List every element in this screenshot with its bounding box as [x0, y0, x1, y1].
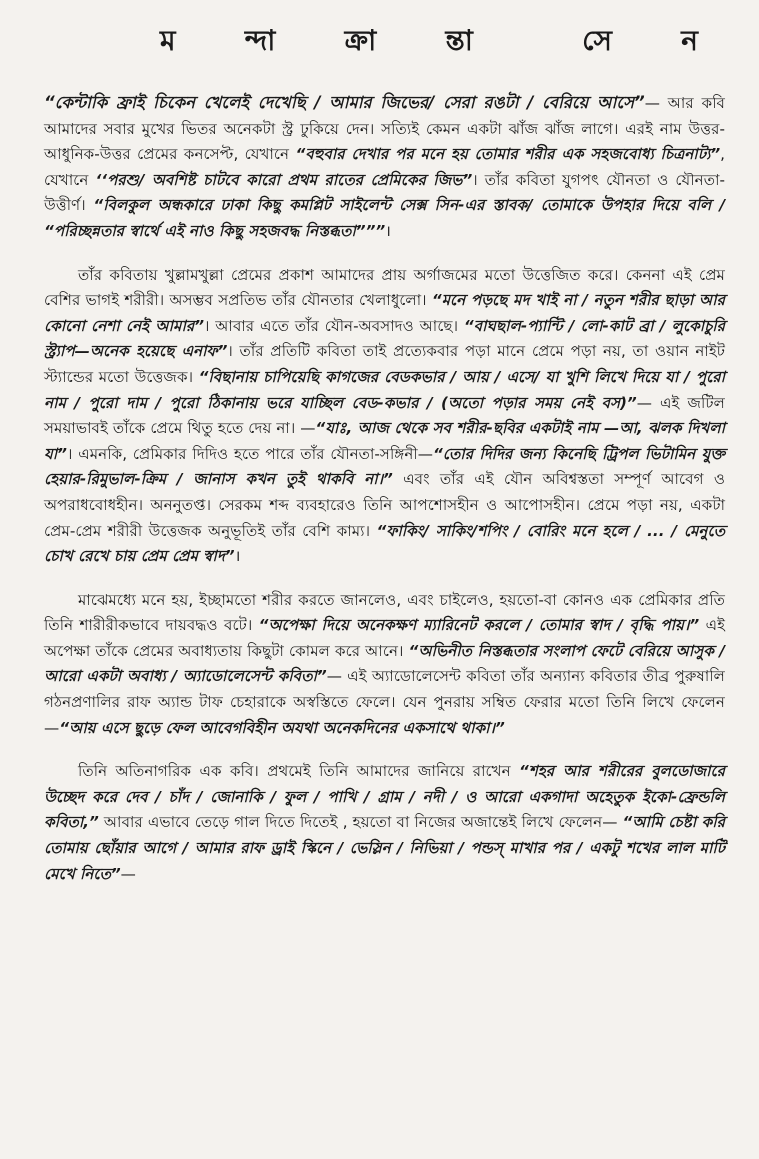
body-text: তাঁর কবিতায় খুল্লামখুল্লা প্রেমের প্রকাশ আমাদের প্রায় অর্গাজমের মতো উত্তেজিত করে। কেননা এই প্রেম বেশির ভাগই শরীরী। অসম্ভব সপ্রতিভ তাঁর যৌনতার খেলাধুলো। — [44, 265, 725, 310]
quote-text: “বাঘছাল-প্যান্টি / লো-কাট ব্রা / লুকোচুরি স্ট্র্যাপ—অনেক হয়েছে এনাফ” — [44, 316, 726, 361]
page-title — [160, 20, 699, 64]
body-text: তিনি অতিনাগরিক এক কবি। প্রথমেই তিনি আমাদের জানিয়ে রাখেন — [78, 762, 520, 781]
quote-text: “অপেক্ষা দিয়ে অনেকক্ষণ ম্যারিনেট করলে / তোমার স্বাদ / বৃদ্ধি পায়।” — [258, 616, 700, 635]
body-text: — এই জটিল সময়াভাবই তাঁকে প্রেমে থিতু হতে দেয় না। — — [44, 393, 725, 438]
body-text: , যেখানে — [44, 145, 725, 189]
body-text: । আবার এতে তাঁর যৌন-অবসাদও আছে। — [204, 316, 464, 335]
title-letter: ক্রা — [344, 23, 378, 57]
quote-text: “শহর আর শরীরের বুলডোজারে উচ্ছেদ করে দেব / চাঁদ / জোনাকি / ফুল / পাখি / গ্রাম / নদী / ও আরো একগাদা অহেতুক ইকো-ফ্রেন্ডলি কবিতা,” — [44, 762, 725, 832]
quote-text: ‘‘পরশু/ অবশিষ্ট চাটবে কারো প্রথম রাতের প্রেমিকের জিভ” — [95, 170, 473, 189]
title-letter: ন্দা — [244, 23, 277, 57]
paragraph — [44, 588, 725, 742]
body-text: । — [385, 221, 391, 240]
body-text: — আর কবি আমাদের সবার মুখের ভিতর অনেকটা স্ট্র ঢুকিয়ে দেন। সত্যিই কেমন একটা ঝাঁজ ঝাঁজ লাগে। এরই নাম উত্তর-আধুনিক-উত্তর প্রেমের কনসেপ্ট, যেখানে — [44, 94, 725, 164]
quote-text: “অভিনীত নিস্তব্ধতার সংলাপ ফেটে বেরিয়ে আসুক / আরো একটা অবাধ্য / অ্যাডোলেসেন্ট কবিতা” — [44, 641, 725, 686]
paragraph — [44, 263, 725, 570]
quote-text: “বিলকুল অন্ধকারে ঢাকা কিছু কমপ্লিট সাইলেন্ট সেক্স সিন-এর স্তাবক/ তোমাকে উপহার দিয়ে বলি / “পরিচ্ছন্নতার স্বার্থে এই নাও কিছু সহজবদ্ধ নিস্তব্ধতা””” — [44, 196, 725, 240]
body-text: । তাঁর কবিতা যুগপৎ যৌনতা ও যৌনতা-উত্তীর্ণ। — [44, 170, 725, 215]
title-letter: ম — [160, 23, 177, 57]
quote-text: “বিছানায় চাপিয়েছি কাগজের বেডকভার / আয় / এসে/ যা খুশি লিখে দিয়ে যা / পুরো নাম / পুরো দাম / পুরো ঠিকানায় ভরে যাচ্ছিল বেড-কভার / (অতো পড়ার সময় নেই বস)” — [44, 367, 725, 412]
title-letter: ন্তা — [445, 23, 474, 57]
paragraph — [44, 759, 725, 887]
quote-text: “আমি চেষ্টা করি তোমায় ছোঁয়ার আগে / আমার রাফ ড্রাই স্কিনে / ভেস্লিন / নিভিয়া / পন্ডস্ মাখার পর / একটু শখের লাল মাটি মেখে নিতে” — [44, 813, 725, 883]
quote-text: “কেন্টাকি ফ্রাই চিকেন খেলেই দেখেছি / আমার জিভের/ সেরা রঙটা / বেরিয়ে আসে” — [44, 93, 645, 112]
title-letter: ন — [681, 23, 699, 57]
body-text: । — [234, 547, 241, 566]
body-text: মাঝেমধ্যে মনে হয়, ইচ্ছামতো শরীর করতে জানলেও, এবং চাইলেও, হয়তো-বা কোনও এক প্রেমিকার প্রতি তিনি শারীরীকভাবে দায়বদ্ধও বটে। — [44, 590, 725, 635]
title-letter: সে — [582, 23, 613, 57]
body-text: — এই অ্যাডোলেসেন্ট কবিতা তাঁর অন্যান্য কবিতার তীব্র পুরুষালি গঠনপ্রণালির রাফ অ্যান্ড টাফ চেহারাকে অস্বস্তিতে ফেলে। যেন পুনরায় সম্বিত ফেরার মতো তিনি লিখে ফেলেন— — [44, 667, 725, 737]
article-body — [44, 90, 725, 887]
quote-text: “মনে পড়ছে মদ খাই না / নতুন শরীর ছাড়া আর কোনো নেশা নেই আমার” — [44, 291, 725, 335]
quote-text: “আয় এসে ছুড়ে ফেল আবেগবিহীন অযথা অনেকদিনের একসাথে থাকা।” — [59, 718, 505, 737]
quote-text: “তোর দিদির জন্য কিনেছি ট্রিপল ভিটামিন যুক্ত হেয়ার-রিমুভাল-ক্রিম / জানাস কখন তুই থাকবি না।” — [44, 444, 725, 489]
quote-text: “যাঃ, আজ থেকে সব শরীর-ছবির একটাই নাম —আ, ঝলক দিখলা যা” — [44, 419, 725, 463]
quote-text: “বহুবার দেখার পর মনে হয় তোমার শরীর এক সহজবোধ্য চিত্রনাট্য” — [295, 145, 721, 164]
paragraph — [44, 90, 725, 245]
body-text: । এমনকি, প্রেমিকার দিদিও হতে পারে তাঁর যৌনতা-সঙ্গিনী— — [66, 444, 433, 463]
body-text: । তাঁর প্রতিটি কবিতা তাই প্রত্যেকবার পড়া মানে প্রেমে পড়া নয়, তা ওয়ান নাইট স্ট্যান্ডের মতো উত্তেজক। — [44, 342, 725, 386]
body-text: আবার এভাবে তেড়ে গাল দিতে দিতেই , হয়তো বা নিজের অজান্তেই লিখে ফেলেন— — [98, 813, 623, 832]
body-text: এবং তাঁর এই যৌন অবিশ্বস্ততা সম্পূর্ণ আবেগ ও অপরাধবোধহীন। অননুতপ্ত। সেরকম শব্দ ব্যবহারেও তিনি আপশোসহীন ও আপোসহীন। প্রেমে পড়া নয়, একটা প্রেম-প্রেম শরীরী উত্তেজক অনুভূতিই তাঁর বেশি কাম্য। — [44, 470, 726, 540]
body-text: এই অপেক্ষা তাঁকে প্রেমের অবাধ্যতায় কিছুটা কোমল করে আনে। — [44, 616, 726, 660]
body-text: — — [120, 864, 136, 883]
quote-text: “ফাকিং/ সাকিং/শপিং / বোরিং মনে হলে / ... / মেনুতে চোখ রেখে চায় প্রেম প্রেম স্বাদ” — [44, 521, 725, 566]
